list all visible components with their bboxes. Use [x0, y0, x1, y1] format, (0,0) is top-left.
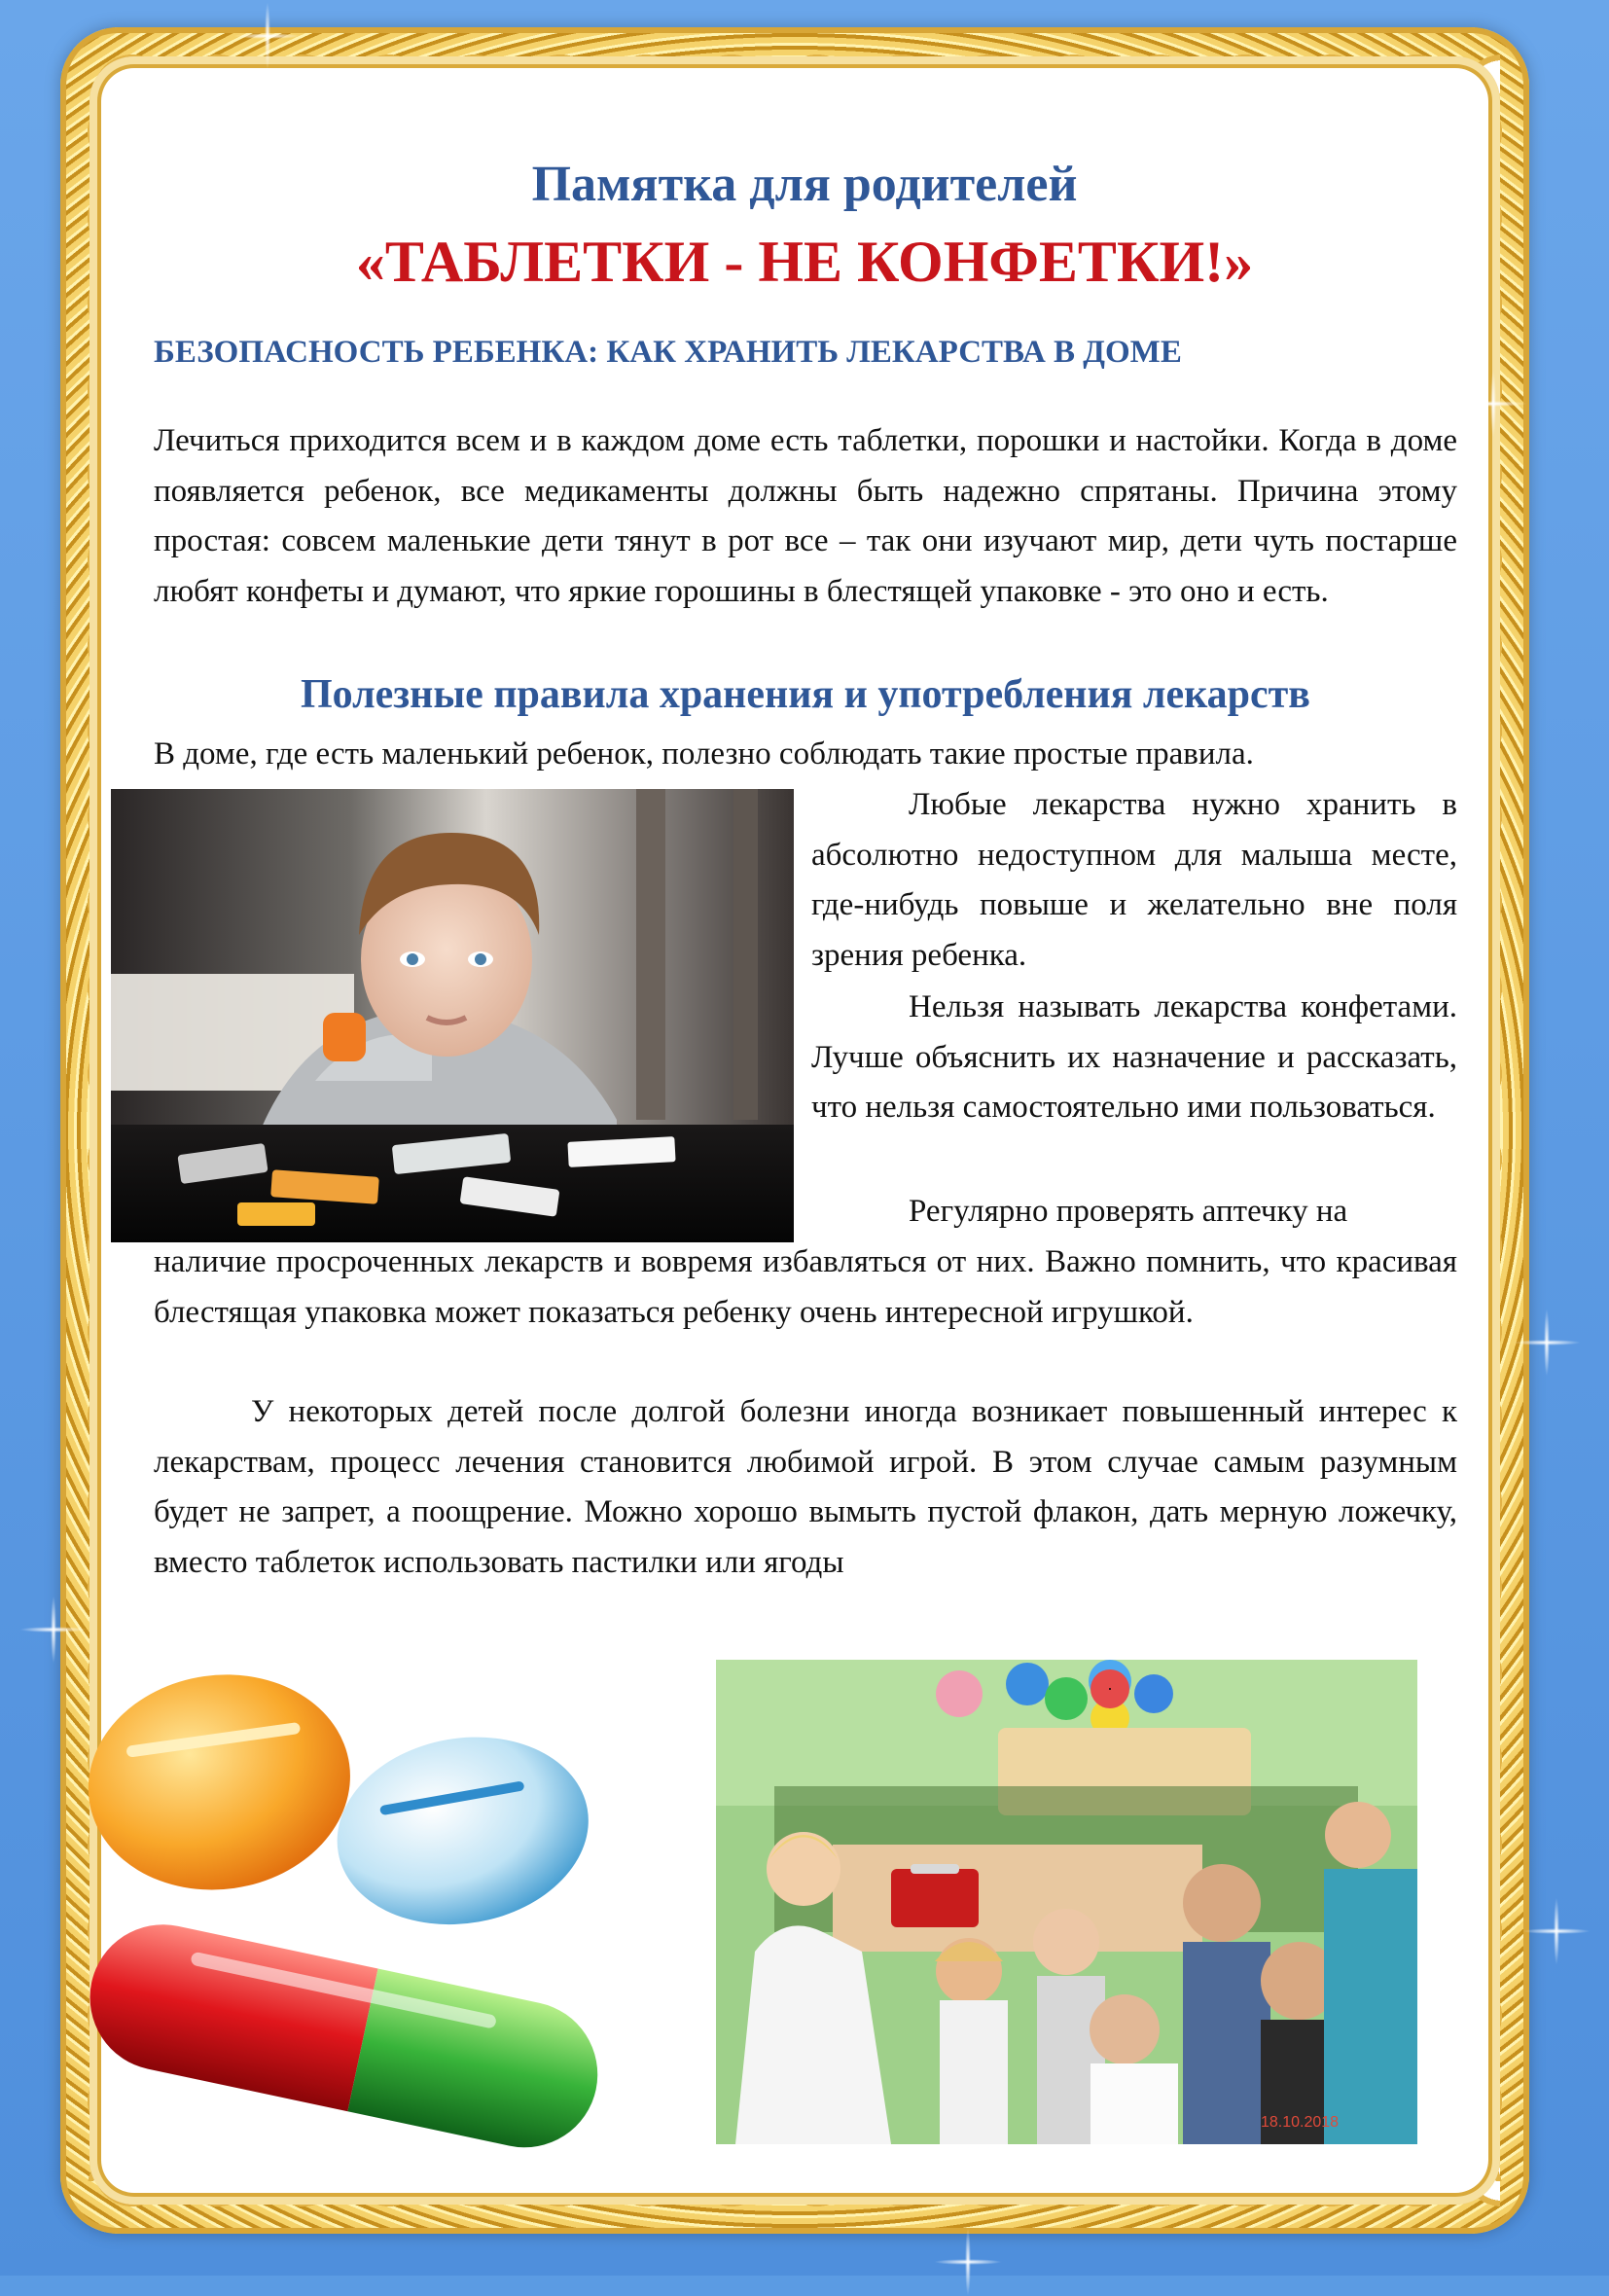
- title-line-2: «ТАБЛЕТКИ - НЕ КОНФЕТКИ!»: [355, 230, 1254, 294]
- intro-paragraph: Лечиться приходится всем и в каждом доме есть таблетки, порошки и настойки. Когда в доме появляется ребенок, все медикаменты должны быть надежно спрятаны. Причина этому простая: совсем маленькие дети тянут в рот все – так они изучают мир, дети чуть постарше любят конфеты и думают, что яркие горошины в блестящей упаковке - это оно и есть.: [154, 423, 1457, 609]
- rules-intro: В доме, где есть маленький ребенок, полезно соблюдать такие простые правила.: [154, 736, 1254, 771]
- rule-2: Нельзя называть лекарства конфетами. Лучше объяснить их назначение и рассказать, что нельзя самостоятельно ими пользоваться.: [811, 989, 1457, 1126]
- rule-3-start: Регулярно проверять аптечку на: [909, 1194, 1348, 1229]
- title-line-1: Памятка для родителей: [531, 157, 1078, 212]
- date-stamp: 18.10.2018: [1261, 2114, 1340, 2131]
- rule-3-continued: наличие просроченных лекарств и вовремя избавляться от них. Важно помнить, что красивая блестящая упаковка может показаться ребенку очень интересной игрушкой.: [154, 1244, 1457, 1330]
- pills-illustration: [72, 1627, 714, 2171]
- photo-boy-with-pills: [111, 789, 794, 1242]
- photo-kindergarten-lesson: [716, 1660, 1417, 2144]
- subtitle: БЕЗОПАСНОСТЬ РЕБЕНКА: КАК ХРАНИТЬ ЛЕКАРСТВА В ДОМЕ: [154, 335, 1182, 370]
- closing-paragraph: У некоторых детей после долгой болезни иногда возникает повышенный интерес к лекарствам, процесс лечения становится любимой игрой. В этом случае самым разумным будет не запрет, а поощрение. Можно хорошо вымыть пустой флакон, дать мерную ложечку, вместо таблеток использовать пастилки или ягоды: [154, 1394, 1457, 1580]
- rule-1: Любые лекарства нужно хранить в абсолютно недоступном для малыша месте, где-нибудь повыше и желательно вне поля зрения ребенка.: [811, 787, 1457, 973]
- section-heading: Полезные правила хранения и употребления лекарств: [300, 672, 1310, 717]
